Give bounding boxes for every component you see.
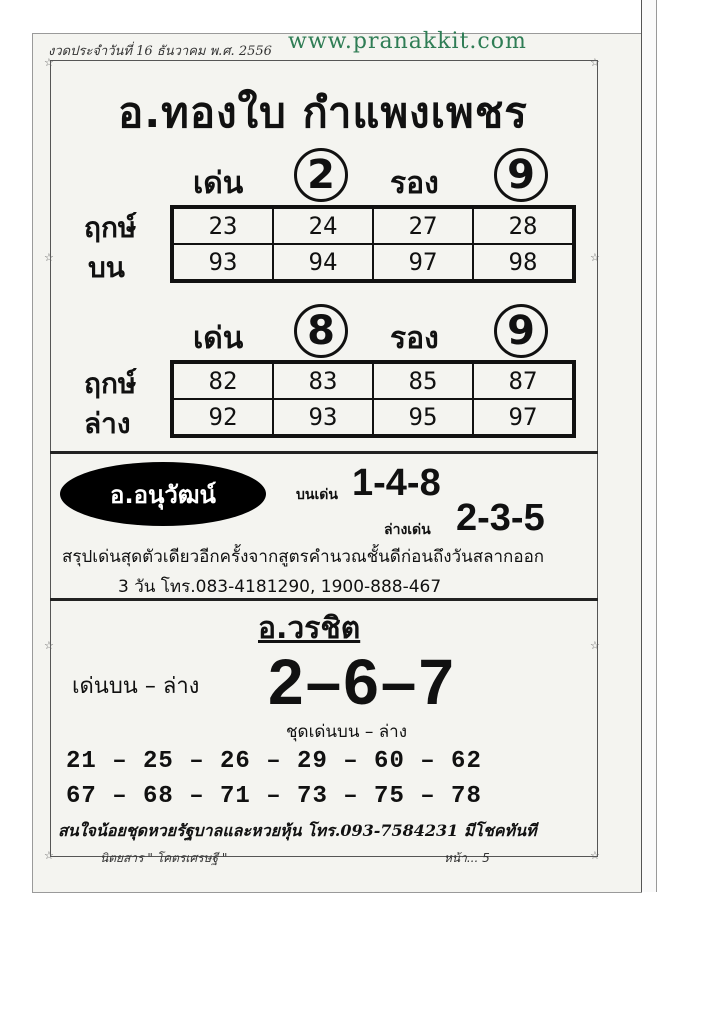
table-row bbox=[172, 362, 574, 399]
number-cell: 95 bbox=[373, 399, 473, 436]
second-label: รอง bbox=[390, 166, 439, 201]
number-cell: 97 bbox=[373, 244, 473, 281]
promo-footer: สนใจน้อยชุดหวยรัฐบาลและหวยหุ้น โทร.093-7584231 มีโชคทันที bbox=[58, 821, 537, 840]
second-label: รอง bbox=[390, 321, 439, 356]
star-ornament: ☆ bbox=[590, 251, 600, 264]
second-digit-circle: 9 bbox=[494, 148, 548, 202]
star-ornament: ☆ bbox=[44, 56, 54, 69]
number-cell: 27 bbox=[373, 207, 473, 244]
number-cell: 98 bbox=[473, 244, 574, 281]
number-table bbox=[170, 360, 576, 438]
number-cell: 82 bbox=[172, 362, 273, 399]
number-set-row: 67 – 68 – 71 – 73 – 75 – 78 bbox=[66, 783, 482, 810]
star-ornament: ☆ bbox=[590, 639, 600, 652]
star-ornament: ☆ bbox=[44, 251, 54, 264]
magazine-name: นิตยสาร " โคตรเศรษฐี " bbox=[100, 851, 228, 865]
number-cell: 87 bbox=[473, 362, 574, 399]
number-cell: 83 bbox=[273, 362, 373, 399]
number-cell: 23 bbox=[172, 207, 273, 244]
main-label: เด่นบน – ล่าง bbox=[72, 674, 200, 699]
number-cell: 93 bbox=[172, 244, 273, 281]
section-divider bbox=[50, 451, 598, 454]
contact-text: 3 วัน โทร.083-4181290, 1900-888-467 bbox=[118, 577, 442, 597]
page-number: หน้า... 5 bbox=[444, 851, 490, 865]
main-label: เด่น bbox=[193, 321, 244, 356]
bottom-label: ล่างเด่น bbox=[384, 522, 431, 538]
star-ornament: ☆ bbox=[590, 849, 600, 862]
row-label: บน bbox=[88, 251, 125, 284]
main-value: 2–6–7 bbox=[268, 646, 456, 718]
main-label: เด่น bbox=[193, 166, 244, 201]
table-row bbox=[172, 399, 574, 436]
section1-title: อ.ทองใบ กำแพงเพชร bbox=[118, 88, 528, 137]
top-value: 1-4-8 bbox=[352, 462, 441, 504]
section2-name-badge: อ.อนุวัฒน์ bbox=[60, 462, 266, 526]
star-ornament: ☆ bbox=[44, 639, 54, 652]
section3-title: อ.วรชิต bbox=[258, 611, 361, 646]
table-row bbox=[172, 207, 574, 244]
top-label: บนเด่น bbox=[296, 487, 338, 503]
section-divider bbox=[50, 598, 598, 601]
number-cell: 24 bbox=[273, 207, 373, 244]
number-cell: 28 bbox=[473, 207, 574, 244]
number-table bbox=[170, 205, 576, 283]
number-cell: 85 bbox=[373, 362, 473, 399]
table-row bbox=[172, 244, 574, 281]
star-ornament: ☆ bbox=[590, 56, 600, 69]
page-edge bbox=[641, 0, 657, 892]
bottom-value: 2-3-5 bbox=[456, 497, 545, 539]
main-digit-circle: 2 bbox=[294, 148, 348, 202]
star-ornament: ☆ bbox=[44, 849, 54, 862]
row-label: ล่าง bbox=[84, 407, 131, 440]
issue-date: งวดประจำวันที่ 16 ธันวาคม พ.ศ. 2556 bbox=[48, 44, 272, 59]
number-set-row: 21 – 25 – 26 – 29 – 60 – 62 bbox=[66, 748, 482, 775]
number-cell: 94 bbox=[273, 244, 373, 281]
number-cell: 92 bbox=[172, 399, 273, 436]
second-digit-circle: 9 bbox=[494, 304, 548, 358]
set-label: ชุดเด่นบน – ล่าง bbox=[286, 722, 408, 742]
row-label: ฤกษ์ bbox=[84, 367, 137, 400]
main-digit-circle: 8 bbox=[294, 304, 348, 358]
summary-text: สรุปเด่นสุดตัวเดียวอีกครั้งจากสูตรคำนวณชั้นดีก่อนถึงวันสลากออก bbox=[62, 547, 545, 567]
number-cell: 97 bbox=[473, 399, 574, 436]
site-url: www.pranakkit.com bbox=[288, 29, 527, 54]
row-label: ฤกษ์ bbox=[84, 211, 137, 244]
number-cell: 93 bbox=[273, 399, 373, 436]
